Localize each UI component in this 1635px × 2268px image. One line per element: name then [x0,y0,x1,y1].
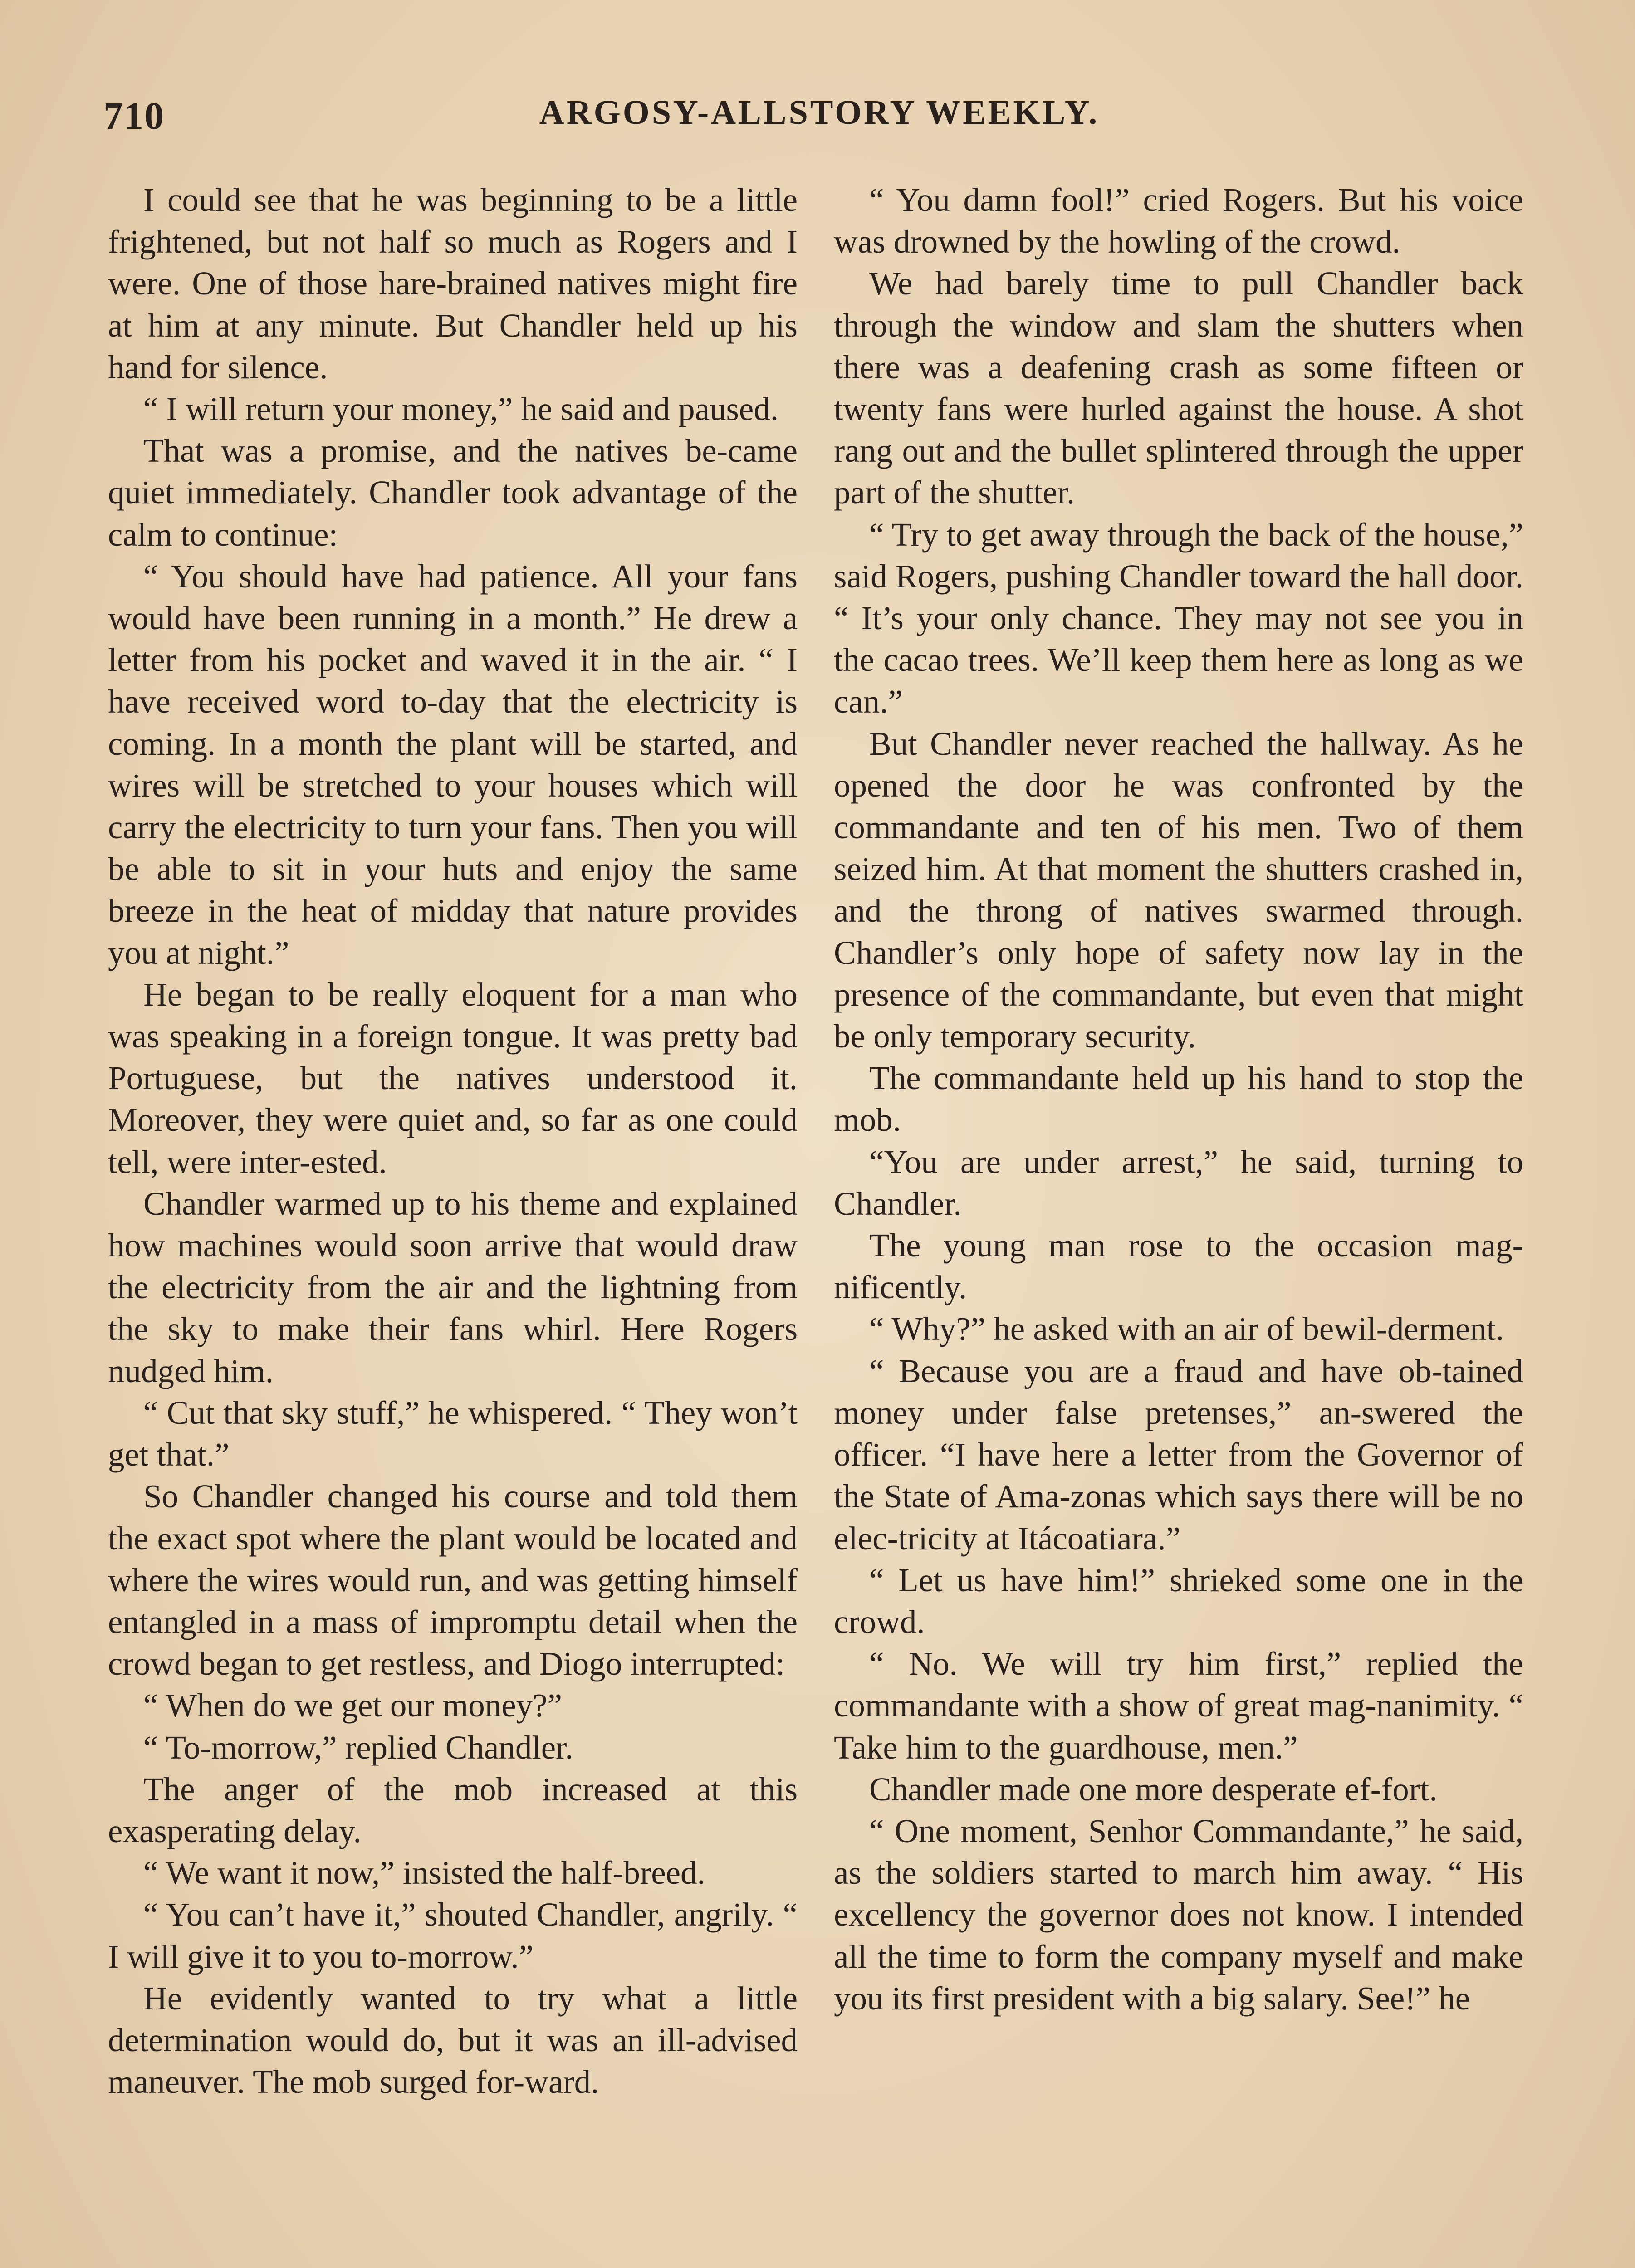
paragraph: “ You can’t have it,” shouted Chandler, angrily. “ I will give it to you to-morrow.” [108,1896,798,1975]
paragraph: He began to be really eloquent for a man who was speaking in a foreign tongue. It was pretty bad Portuguese, but the natives understood it. Moreover, they were quiet and, so far as one could tell, were inter-ested. [108,976,798,1180]
paragraph: “ Why?” he asked with an air of bewil-derment. [869,1310,1504,1348]
paragraph: We had barely time to pull Chandler back through the window and slam the shutters when there was a deafening crash as some fifteen or twenty fans were hurled against the house. A shot rang out and the bullet splintered through the upper part of the shutter. [834,265,1523,511]
paragraph: “ To-morrow,” replied Chandler. [143,1729,573,1766]
paragraph: He evidently wanted to try what a little determination would do, but it was an ill-advised maneuver. The mob surged for-ward. [108,1980,798,2101]
paragraph: “ When do we get our money?” [143,1687,562,1724]
paragraph: The commandante held up his hand to stop the mob. [834,1060,1523,1139]
page-number: 710 [103,94,165,137]
paragraph: The anger of the mob increased at this exasperating delay. [108,1770,798,1849]
paragraph: “ Try to get away through the back of the house,” said Rogers, pushing Chandler toward the hall door. “ It’s your only chance. They may not see you in the cacao trees. We’ll keep them here as long as we can.” [834,516,1523,720]
paragraph: “ We want it now,” insisted the half-breed. [143,1854,705,1892]
paragraph: I could see that he was beginning to be a little frightened, but not half so much as Rogers and I were. One of those hare-brained natives might fire at him at any minute. But Chandler held up his hand for silence. [108,181,798,386]
paragraph: But Chandler never reached the hallway. As he opened the door he was confronted by the commandante and ten of his men. Two of them seized him. At that moment the shutters crashed in, and the throng of natives swarmed through. Chandler’s only hope of safety now lay in the presence of the commandante, but even that might be only temporary security. [834,725,1523,1055]
paragraph: “ You should have had patience. All your fans would have been running in a month.” He drew a letter from his pocket and waved it in the air. “ I have received word to-day that the electricity is coming. In a month the plant will be started, and wires will be stretched to your houses which will carry the electricity to turn your fans. Then you will be able to sit in your huts and enjoy the same breeze in the heat of midday that nature provides you at night.” [108,557,798,971]
paragraph: “ No. We will try him first,” replied the commandante with a show of great mag-nanimity. “ Take him to the guardhouse, men.” [834,1645,1523,1766]
paragraph: “ You damn fool!” cried Rogers. But his voice was drowned by the howling of the crowd. [834,181,1523,260]
right-column [834,179,1523,2268]
left-column [108,179,798,2268]
paragraph: Chandler warmed up to his theme and explained how machines would soon arrive that would draw the electricity from the air and the lightning from the sky to make their fans whirl. Here Rogers nudged him. [108,1185,798,1389]
paragraph: “ One moment, Senhor Commandante,” he said, as the soldiers started to march him away. “ His excellency the governor does not know. I intended all the time to form the company myself and make you its first president with a big salary. See!” he [834,1812,1523,2017]
paragraph: The young man rose to the occasion mag-nificently. [834,1227,1523,1306]
paragraph: “ Because you are a fraud and have ob-tained money under false pretenses,” an-swered the officer. “I have here a letter from the Governor of the State of Ama-zonas which says there will be no elec-tricity at Itácoatiara.” [834,1352,1523,1557]
paragraph: “ Let us have him!” shrieked some one in the crowd. [834,1561,1523,1640]
paragraph: Chandler made one more desperate ef-fort. [869,1770,1438,1808]
paragraph: That was a promise, and the natives be-came quiet immediately. Chandler took advantage of the calm to continue: [108,432,798,553]
paragraph: So Chandler changed his course and told them the exact spot where the plant would be located and where the wires would run, and was getting himself entangled in a mass of impromptu detail when the crowd began to get restless, and Diogo interrupted: [108,1478,798,1682]
paragraph: “You are under arrest,” he said, turning to Chandler. [834,1143,1523,1222]
paragraph: “ Cut that sky stuff,” he whispered. “ They won’t get that.” [108,1394,798,1473]
paragraph: “ I will return your money,” he said and paused. [143,391,779,428]
running-title: ARGOSY-ALLSTORY WEEKLY. [539,93,1100,132]
page-header [103,93,1535,143]
